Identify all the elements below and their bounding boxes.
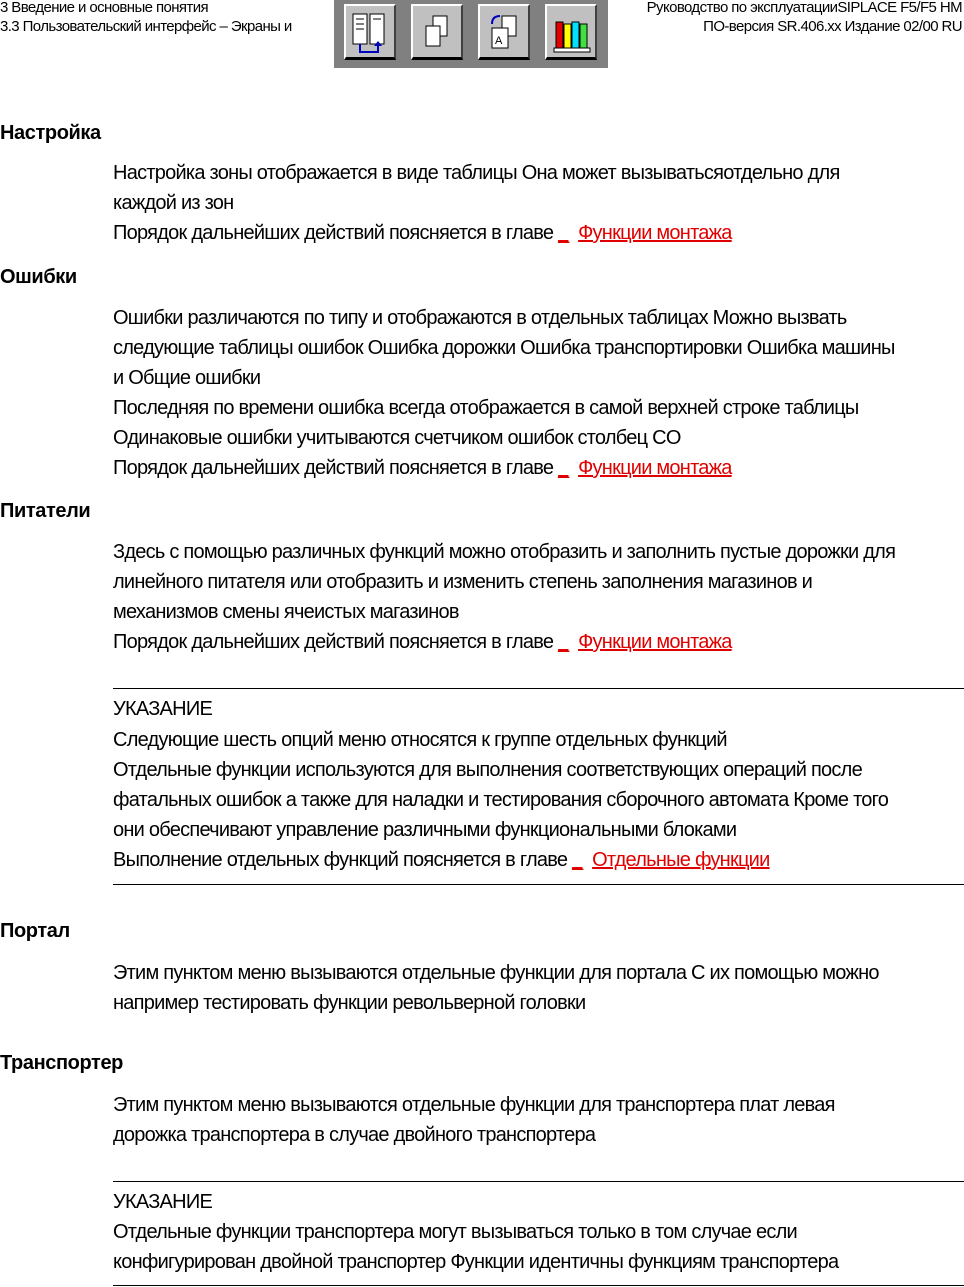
divider [113, 1181, 964, 1182]
text-line: Настройка зоны отображается в виде таблицы Она может вызыватьсяотдельно для [113, 162, 840, 184]
text-line: следующие таблицы ошибок Ошибка дорожки Ошибка транспортировки Ошибка машины [113, 337, 895, 359]
text-line: и Общие ошибки [113, 367, 261, 389]
text: Порядок дальнейших действий поясняется в главе [113, 457, 559, 479]
version-info: ПО-версия SR.406.xx Издание 02/00 RU [703, 18, 962, 35]
note-title: УКАЗАНИЕ [113, 1191, 213, 1213]
text-line: Отдельные функции транспортера могут вызываться только в том случае если [113, 1221, 797, 1243]
layout-switch-icon [350, 10, 392, 56]
section-title: 3.3 Пользовательский интерфейс – Экраны и [0, 18, 292, 35]
text-line: конфигурирован двойной транспортер Функции идентичны функциям транспортера [113, 1251, 839, 1273]
text-line: Ошибки различаются по типу и отображаются в отдельных таблицах Можно вызвать [113, 307, 847, 329]
divider [113, 1285, 964, 1286]
link-mounting-functions[interactable]: Функции монтажа [578, 222, 732, 244]
divider [113, 688, 964, 689]
text-line: каждой из зон [113, 192, 234, 214]
text-line: механизмов смены ячеистых магазинов [113, 601, 459, 623]
text-line [113, 848, 770, 872]
text-line: Этим пунктом меню вызываются отдельные функции для транспортера плат левая [113, 1094, 835, 1116]
divider [113, 884, 964, 885]
heading-conveyor: Транспортер [0, 1052, 123, 1074]
text-line: линейного питателя или отобразить и изменить степень заполнения магазинов и [113, 571, 813, 593]
pages-button[interactable] [411, 4, 463, 60]
text-line: например тестировать функции револьверной головки [113, 992, 586, 1014]
chapter-title: 3 Введение и основные понятия [0, 0, 208, 16]
text-line: дорожка транспортера в случае двойного транспортера [113, 1124, 596, 1146]
link-individual-functions[interactable]: Отдельные функции [592, 849, 770, 871]
link-prefix: _ [558, 457, 569, 479]
text-line [113, 456, 732, 480]
books-button[interactable] [545, 4, 597, 60]
books-icon [551, 10, 593, 56]
text-line: Одинаковые ошибки учитываются счетчиком ошибок столбец CO [113, 427, 681, 449]
text-line: Здесь с помощью различных функций можно отобразить и заполнить пустые дорожки для [113, 541, 896, 563]
text-line: Следующие шесть опций меню относятся к группе отдельных функций [113, 729, 727, 751]
toolbar [334, 0, 608, 68]
pages-icon [417, 10, 459, 56]
layout-switch-button[interactable] [344, 4, 396, 60]
text: Порядок дальнейших действий поясняется в главе [113, 631, 559, 653]
link-prefix: _ [558, 222, 569, 244]
manual-title: Руководство по эксплуатацииSIPLACE F5/F5 HM [646, 0, 962, 16]
text-line [113, 630, 732, 654]
link-mounting-functions[interactable]: Функции монтажа [578, 457, 732, 479]
replace-document-icon [484, 10, 526, 56]
replace-document-button[interactable] [478, 4, 530, 60]
link-prefix: _ [572, 849, 583, 871]
heading-portal: Портал [0, 920, 70, 942]
text-line [113, 221, 732, 245]
heading-feeders: Питатели [0, 500, 91, 522]
link-prefix: _ [558, 631, 569, 653]
heading-setup: Настройка [0, 122, 101, 144]
heading-errors: Ошибки [0, 266, 77, 288]
svg-text:A: A [495, 35, 503, 47]
text-line: Последняя по времени ошибка всегда отображается в самой верхней строке таблицы [113, 397, 859, 419]
text: Выполнение отдельных функций поясняется в главе [113, 849, 573, 871]
text: Порядок дальнейших действий поясняется в главе [113, 222, 559, 244]
note-title: УКАЗАНИЕ [113, 698, 213, 720]
text-line: Отдельные функции используются для выполнения соответствующих операций после [113, 759, 862, 781]
text-line: Этим пунктом меню вызываются отдельные функции для портала С их помощью можно [113, 962, 879, 984]
text-line: они обеспечивают управление различными функциональными блоками [113, 819, 737, 841]
link-mounting-functions[interactable]: Функции монтажа [578, 631, 732, 653]
text-line: фатальных ошибок а также для наладки и тестирования сборочного автомата Кроме того [113, 789, 889, 811]
